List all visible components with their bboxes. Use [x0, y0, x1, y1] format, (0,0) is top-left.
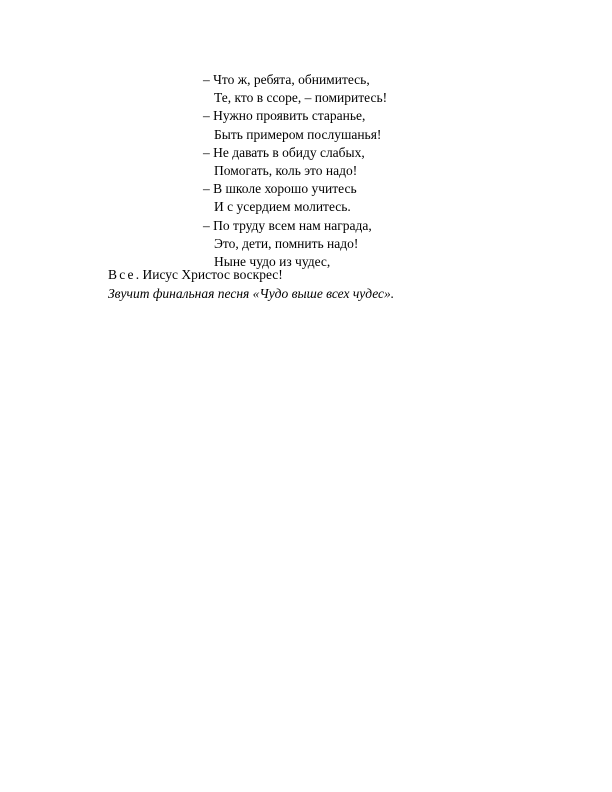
verse-line: Быть примером послушанья! [214, 126, 382, 142]
verse-line: – По труду всем нам награда, [203, 217, 372, 233]
verse-line: – Не давать в обиду слабых, [203, 144, 365, 160]
verse-line: – Что ж, ребята, обнимитесь, [203, 72, 370, 87]
chorus-line [108, 266, 283, 284]
verse-line: Те, кто в ссоре, – помиритесь! [214, 90, 388, 106]
verse-line: Помогать, коль это надо! [214, 162, 358, 178]
verse-line: – В школе хорошо учитесь [203, 181, 357, 197]
verse-line: Ныне чудо из чудес, [214, 253, 331, 269]
verse-line: Это, дети, помнить надо! [214, 235, 359, 251]
verse-line: И с усердием молитесь. [214, 199, 351, 215]
chorus-text: . Иисус Христос воскрес! [135, 267, 283, 282]
verse-line: – Нужно проявить старанье, [203, 108, 366, 124]
poem-verse [203, 71, 463, 271]
stage-direction: Звучит финальная песня «Чудо выше всех чудес». [108, 286, 395, 301]
speaker-label: Все [108, 267, 136, 282]
